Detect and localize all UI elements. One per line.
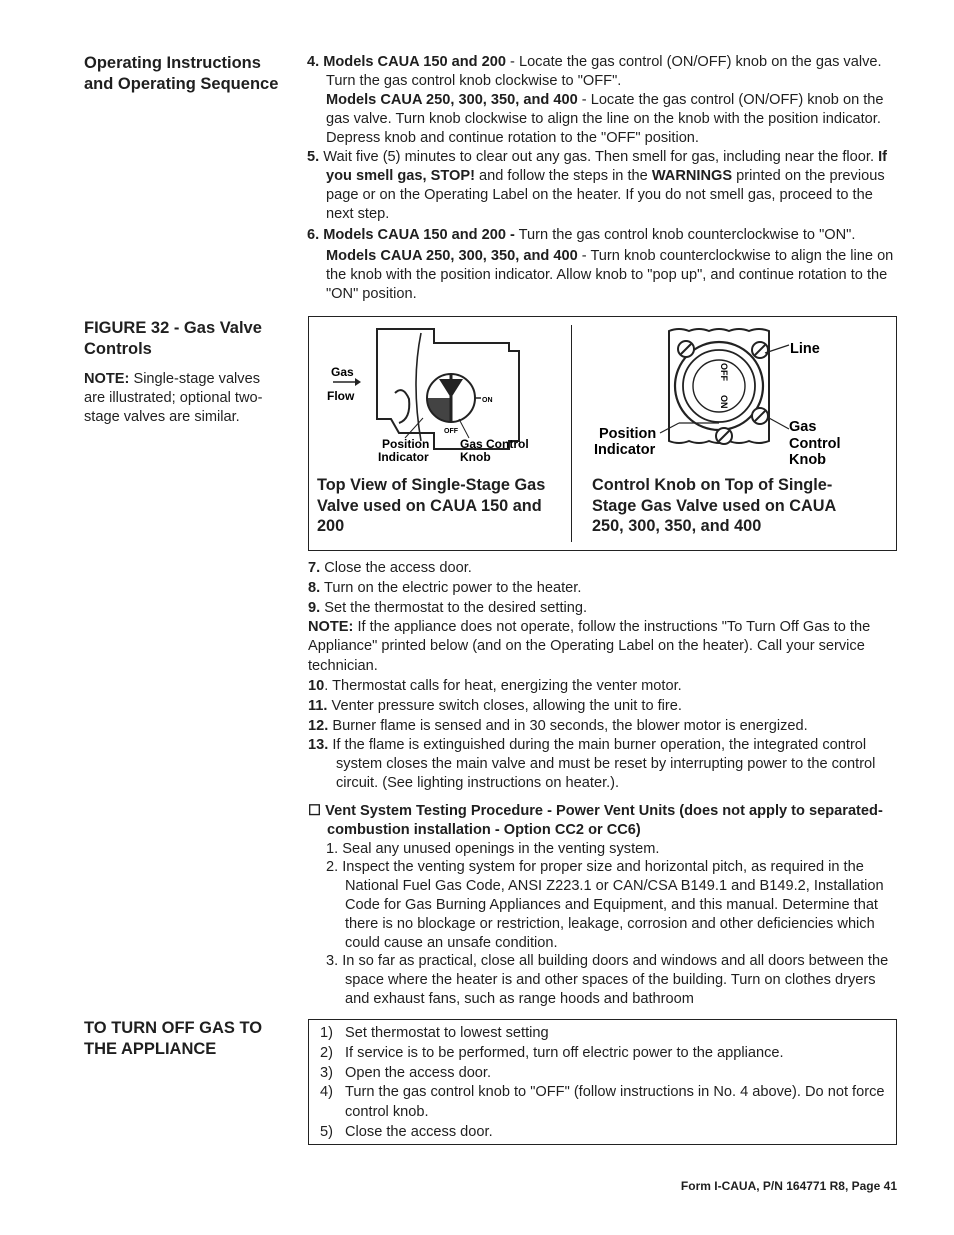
step-number: 9. — [308, 600, 321, 616]
page-footer: Form I-CAUA, P/N 164771 R8, Page 41 — [680, 1179, 897, 1193]
warnings-label: WARNINGS — [651, 168, 733, 184]
step-number: 5. — [307, 149, 320, 165]
valve-off-marker: OFF — [444, 428, 458, 435]
list-item-number: 2. — [326, 859, 339, 876]
step-4 — [307, 53, 899, 91]
list-item-text: Set thermostat to lowest setting — [345, 1025, 549, 1041]
single-stage-valve-diagram — [319, 323, 564, 473]
knob-knob-label: Knob — [789, 452, 827, 468]
step-number: 4. — [307, 54, 320, 70]
step-6b — [307, 247, 899, 304]
step-text: Wait five (5) minutes to clear out any gas. Then smell for gas, including near the floor. — [319, 149, 879, 165]
warning-text: If you smell gas, STOP! — [326, 149, 887, 184]
figure-note-label: NOTE: — [84, 371, 130, 387]
vent-heading — [308, 802, 898, 840]
knob-gas-label: Gas — [789, 419, 817, 435]
model-label: Models CAUA 150 and 200 - — [319, 227, 515, 243]
model-label: Models CAUA 250, 300, 350, and 400 — [326, 92, 578, 108]
figure-note-text: Single-stage valves are illustrated; optional two-stage valves are similar. — [84, 371, 263, 425]
steps-4-6 — [307, 53, 899, 304]
section-heading-operating: Operating Instructions and Operating Sequence — [84, 54, 279, 93]
list-item-text: Inspect the venting system for proper size and horizontal pitch, as required in the National Fuel Gas Code, ANSI Z223.1 or CAN/CSA B149.1 and B149.2, Installation Code for Gas Burning Appliances and Equipment, and this manual. Determine that there is no blockage or restriction, leakage, corrosion and other deficiencies which could cause an unsafe condition. — [342, 859, 884, 951]
left-figure-caption: Top View of Single-Stage Gas Valve used on CAUA 150 and 200 — [317, 476, 546, 535]
list-item-text: Seal any unused openings in the venting system. — [342, 840, 660, 857]
step-4b — [307, 91, 899, 148]
step-number: 7. — [308, 560, 321, 576]
step-number: 8. — [308, 580, 321, 596]
figure-note — [84, 370, 282, 427]
step-text: Set the thermostat to the desired setting. — [320, 600, 588, 616]
knob-on-marker: ON — [719, 395, 729, 409]
step-7 — [308, 558, 900, 578]
model-label: Models CAUA 250, 300, 350, and 400 — [326, 248, 578, 264]
position-indicator-label: Position — [382, 437, 430, 451]
step-text: . Thermostat calls for heat, energizing the venter motor. — [324, 677, 682, 694]
list-item — [320, 1064, 886, 1084]
list-item-text: Open the access door. — [345, 1064, 492, 1081]
list-item-number: 1) — [320, 1025, 333, 1041]
figure-divider — [571, 325, 572, 542]
section-heading-turn-off: TO TURN OFF GAS TO THE APPLIANCE — [84, 1019, 263, 1058]
step-number: 11. — [308, 697, 328, 714]
list-item-number: 1. — [326, 840, 339, 857]
step-text: - Turn knob counterclockwise to align the line on the knob with the position indicator. Allow knob to "pop up", and continue rotation to the "ON" position. — [326, 248, 894, 302]
step-text: Close the access door. — [320, 560, 472, 576]
step-number: 12. — [308, 717, 329, 734]
list-item — [308, 952, 898, 1008]
position-label: Position — [599, 426, 657, 442]
note-text: If the appliance does not operate, follow the instructions "To Turn Off Gas to the Appliance" printed below (and on the Operating Label on the heater). Call your service technician. — [308, 619, 871, 674]
vent-heading-text: Vent System Testing Procedure - Power Vent Units (does not apply to separated-combustion installation - Option CC2 or CC6) — [325, 803, 883, 838]
step-number: 10 — [308, 677, 325, 694]
knob-off-marker: OFF — [719, 363, 729, 381]
step-5 — [307, 148, 899, 224]
step-9 — [308, 598, 900, 618]
gas-control-knob-label-2: Knob — [460, 450, 491, 464]
model-label: Models CAUA 150 and 200 — [323, 54, 506, 70]
list-item-number: 4) — [320, 1084, 333, 1101]
figure-title: FIGURE 32 - Gas Valve Controls — [84, 319, 262, 358]
list-item — [320, 1044, 886, 1064]
step-text: Burner flame is sensed and in 30 seconds, the blower motor is energized. — [328, 717, 808, 734]
flow-arrow-icon — [355, 378, 361, 386]
list-item-number: 3) — [320, 1064, 333, 1081]
step-text: Turn the gas control knob counterclockwise to "ON". — [514, 227, 856, 243]
list-item-number: 3. — [326, 953, 339, 970]
valve-on-marker: ON — [482, 397, 493, 404]
turn-off-gas-box — [308, 1019, 897, 1145]
steps-7-13 — [308, 558, 900, 794]
right-figure-caption: Control Knob on Top of Single-Stage Gas Valve used on CAUA 250, 300, 350, and 400 — [592, 476, 836, 535]
vent-testing-section — [308, 802, 898, 1009]
step-text: - Locate the gas control (ON/OFF) knob on the gas valve. Turn the gas control knob clockwise to "OFF". — [326, 54, 882, 89]
step-text: If the flame is extinguished during the main burner operation, the integrated control system closes the main valve and must be reset by interrupting power to the control circuit. (See lighting instructions on heater.). — [328, 736, 876, 792]
list-item — [308, 840, 898, 859]
step-text: - Locate the gas control (ON/OFF) knob on the gas valve. Turn knob clockwise to align the line on the knob with the position indicator. Depress knob and continue rotation to the "OFF" position. — [326, 92, 884, 146]
checkbox-icon: ☐ — [308, 803, 322, 819]
step-text: and follow the steps in the — [474, 168, 652, 184]
list-item — [320, 1024, 886, 1044]
turn-off-list — [320, 1024, 886, 1143]
list-item — [320, 1083, 886, 1123]
list-item-text: In so far as practical, close all building doors and windows and all doors between the space where the heater is and other spaces of the building. Turn on clothes dryers and exhaust fans, such as range hoods and bathroom — [342, 953, 889, 1007]
list-item-text: Turn the gas control knob to "OFF" (follow instructions in No. 4 above). Do not force control knob. — [345, 1084, 885, 1121]
step-text: printed on the previous page or on the Operating Label on the heater. If you do not smell gas, proceed to the next step. — [326, 168, 885, 222]
step-12 — [308, 716, 900, 736]
list-item — [308, 858, 898, 952]
list-item-text: Close the access door. — [345, 1123, 493, 1140]
control-knob-diagram — [579, 323, 889, 473]
flow-label: Flow — [327, 389, 355, 403]
step-13 — [308, 736, 900, 794]
position-indicator-label-2: Indicator — [378, 450, 429, 464]
knob-control-label: Control — [789, 436, 841, 452]
list-item-number: 2) — [320, 1044, 333, 1061]
figure-gas-valve-controls — [308, 316, 897, 551]
step-6 — [307, 226, 899, 245]
gas-label: Gas — [331, 365, 354, 379]
step-11 — [308, 696, 900, 716]
line-label: Line — [790, 341, 820, 357]
step-text: Turn on the electric power to the heater. — [320, 580, 582, 596]
note-label: NOTE: — [308, 619, 354, 635]
step-number: 6. — [307, 227, 320, 243]
step-text: Venter pressure switch closes, allowing the unit to fire. — [327, 697, 682, 714]
gas-control-knob-label: Gas Control — [460, 437, 529, 451]
vent-list — [308, 840, 898, 1009]
list-item-text: If service is to be performed, turn off electric power to the appliance. — [345, 1044, 784, 1061]
list-item-number: 5) — [320, 1123, 333, 1140]
step-number: 13. — [308, 736, 329, 753]
step-10 — [308, 676, 900, 696]
note — [308, 618, 900, 676]
step-8 — [308, 578, 900, 598]
list-item — [320, 1123, 886, 1143]
indicator-label: Indicator — [594, 442, 656, 458]
